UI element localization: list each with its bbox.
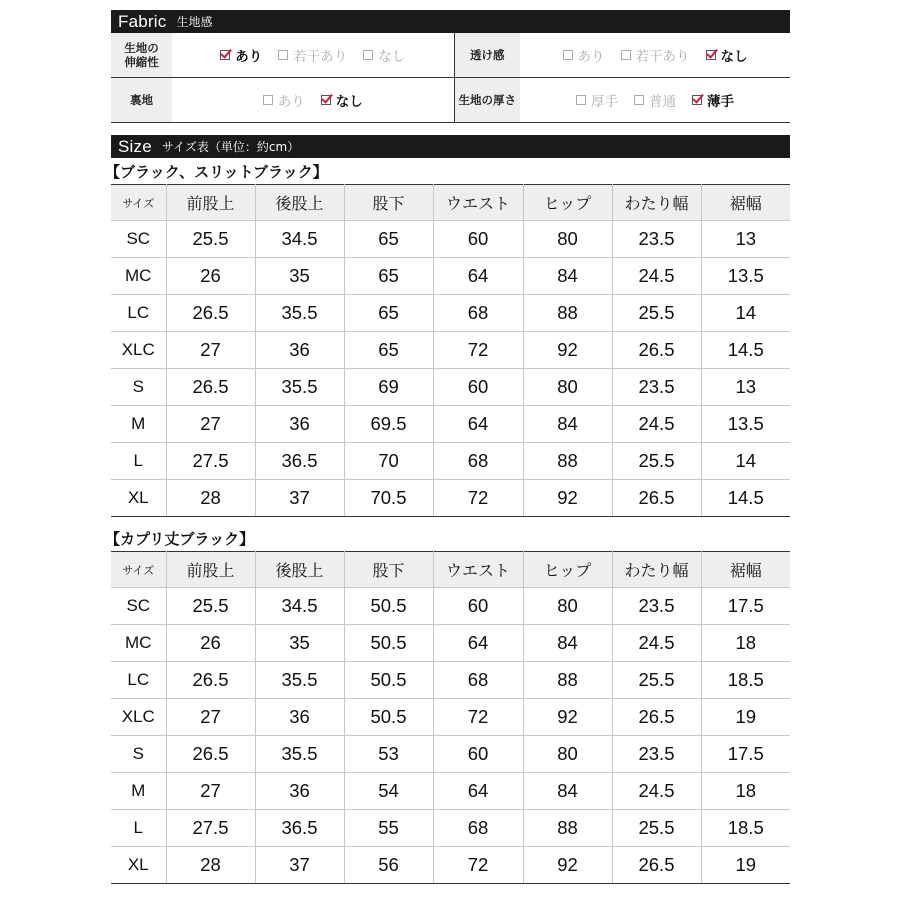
- fabric-options: [520, 78, 790, 123]
- option-label: 薄手: [707, 94, 734, 110]
- measurement-cell: 70.5: [344, 480, 433, 517]
- unchecked-option: [576, 90, 618, 110]
- size-label-cell: SC: [111, 221, 166, 258]
- size-label-cell: L: [111, 443, 166, 480]
- measurement-cell: 35.5: [255, 736, 344, 773]
- measurement-cell: 27: [166, 773, 255, 810]
- measurement-cell: 24.5: [612, 773, 701, 810]
- column-header: 後股上: [255, 185, 344, 221]
- measurement-cell: 80: [523, 221, 612, 258]
- measurement-cell: 84: [523, 406, 612, 443]
- checked-option: [321, 90, 363, 110]
- size-label-cell: XL: [111, 480, 166, 517]
- column-header: 後股上: [255, 552, 344, 588]
- measurement-cell: 26: [166, 258, 255, 295]
- measurement-cell: 13.5: [701, 406, 790, 443]
- fabric-attribute-label: [111, 33, 172, 78]
- measurement-cell: 65: [344, 221, 433, 258]
- fabric-label-line: 生地の厚さ: [458, 93, 516, 107]
- column-header: 裾幅: [701, 185, 790, 221]
- size-label-cell: LC: [111, 662, 166, 699]
- measurement-cell: 18.5: [701, 810, 790, 847]
- option-label: 若干あり: [293, 49, 348, 65]
- table-row: [111, 588, 790, 625]
- measurement-cell: 50.5: [344, 588, 433, 625]
- size-tables: [105, 158, 790, 884]
- fabric-options: [172, 33, 454, 78]
- size-label-cell: XL: [111, 847, 166, 884]
- header-row: [111, 185, 790, 221]
- size-header-bar: [111, 135, 790, 158]
- measurement-cell: 50.5: [344, 699, 433, 736]
- table-row: [111, 480, 790, 517]
- column-header: わたり幅: [612, 185, 701, 221]
- measurement-cell: 37: [255, 480, 344, 517]
- measurement-cell: 27.5: [166, 810, 255, 847]
- measurement-cell: 36.5: [255, 443, 344, 480]
- measurement-cell: 69: [344, 369, 433, 406]
- size-label-cell: L: [111, 810, 166, 847]
- empty-checkbox-icon: [621, 50, 631, 60]
- size-table-heading: 【ブラック、スリットブラック】: [105, 162, 328, 181]
- table-row: [111, 773, 790, 810]
- measurement-cell: 19: [701, 699, 790, 736]
- measurement-cell: 88: [523, 295, 612, 332]
- table-spacer: [111, 517, 790, 525]
- measurement-cell: 36: [255, 332, 344, 369]
- measurement-cell: 72: [433, 847, 523, 884]
- size-label-cell: S: [111, 736, 166, 773]
- column-header: 前股上: [166, 552, 255, 588]
- column-header: ウエスト: [433, 185, 523, 221]
- measurement-cell: 35.5: [255, 295, 344, 332]
- measurement-cell: 80: [523, 369, 612, 406]
- unchecked-option: [278, 45, 347, 65]
- measurement-cell: 25.5: [612, 295, 701, 332]
- measurement-cell: 60: [433, 588, 523, 625]
- measurement-cell: 18: [701, 773, 790, 810]
- table-row: [111, 406, 790, 443]
- unchecked-option: [563, 45, 605, 65]
- measurement-cell: 24.5: [612, 406, 701, 443]
- unchecked-option: [621, 45, 690, 65]
- fabric-title: Fabric: [118, 11, 167, 31]
- measurement-cell: 17.5: [701, 588, 790, 625]
- measurement-cell: 27: [166, 406, 255, 443]
- size-title: Size: [118, 136, 152, 156]
- column-header: 股下: [344, 552, 433, 588]
- measurement-cell: 36: [255, 406, 344, 443]
- size-subtitle: サイズ表（単位：約cm）: [161, 140, 300, 154]
- measurement-cell: 54: [344, 773, 433, 810]
- measurement-cell: 35: [255, 625, 344, 662]
- size-table-heading: 【カプリ丈ブラック】: [105, 529, 255, 548]
- measurement-cell: 35.5: [255, 369, 344, 406]
- measurement-cell: 25.5: [612, 662, 701, 699]
- size-label-cell: MC: [111, 625, 166, 662]
- table-row: [111, 221, 790, 258]
- unchecked-option: [634, 90, 676, 110]
- empty-checkbox-icon: [278, 50, 288, 60]
- measurement-cell: 80: [523, 736, 612, 773]
- measurement-cell: 24.5: [612, 258, 701, 295]
- measurement-cell: 25.5: [612, 810, 701, 847]
- size-table: [111, 551, 790, 884]
- column-header: ヒップ: [523, 185, 612, 221]
- size-label-cell: M: [111, 406, 166, 443]
- checked-checkbox-icon: [321, 95, 331, 105]
- measurement-cell: 55: [344, 810, 433, 847]
- measurement-cell: 92: [523, 699, 612, 736]
- option-label: なし: [335, 94, 363, 110]
- measurement-cell: 26.5: [166, 369, 255, 406]
- empty-checkbox-icon: [634, 95, 644, 105]
- table-row: [111, 736, 790, 773]
- measurement-cell: 27: [166, 332, 255, 369]
- size-table: [111, 184, 790, 517]
- measurement-cell: 26.5: [612, 699, 701, 736]
- measurement-cell: 72: [433, 332, 523, 369]
- option-label: 若干あり: [635, 49, 690, 65]
- measurement-cell: 28: [166, 480, 255, 517]
- measurement-cell: 88: [523, 810, 612, 847]
- fabric-header-bar: [111, 10, 790, 33]
- measurement-cell: 72: [433, 699, 523, 736]
- measurement-cell: 88: [523, 662, 612, 699]
- empty-checkbox-icon: [576, 95, 586, 105]
- size-table-header: [111, 185, 790, 221]
- column-header: 裾幅: [701, 552, 790, 588]
- unchecked-option: [263, 90, 305, 110]
- checked-option: [692, 90, 734, 110]
- option-label: 厚手: [591, 94, 618, 110]
- measurement-cell: 69.5: [344, 406, 433, 443]
- option-label: あり: [277, 94, 305, 110]
- size-label-cell: M: [111, 773, 166, 810]
- measurement-cell: 28: [166, 847, 255, 884]
- option-label: あり: [577, 49, 605, 65]
- measurement-cell: 34.5: [255, 588, 344, 625]
- measurement-cell: 50.5: [344, 662, 433, 699]
- measurement-cell: 25.5: [166, 588, 255, 625]
- measurement-cell: 68: [433, 295, 523, 332]
- fabric-subtitle: 生地感: [176, 15, 213, 29]
- fabric-row: [111, 78, 790, 123]
- fabric-attribute-label: [454, 33, 520, 78]
- fabric-options: [520, 33, 790, 78]
- column-header: ウエスト: [433, 552, 523, 588]
- measurement-cell: 35: [255, 258, 344, 295]
- column-header: 股下: [344, 185, 433, 221]
- measurement-cell: 26: [166, 625, 255, 662]
- option-label: あり: [235, 49, 263, 65]
- fabric-table: [111, 33, 790, 123]
- measurement-cell: 26.5: [612, 480, 701, 517]
- measurement-cell: 68: [433, 443, 523, 480]
- size-label-cell: SC: [111, 588, 166, 625]
- measurement-cell: 27.5: [166, 443, 255, 480]
- table-row: [111, 332, 790, 369]
- measurement-cell: 50.5: [344, 625, 433, 662]
- measurement-cell: 92: [523, 480, 612, 517]
- measurement-cell: 17.5: [701, 736, 790, 773]
- fabric-options: [172, 78, 454, 123]
- option-label: なし: [720, 49, 748, 65]
- measurement-cell: 60: [433, 221, 523, 258]
- measurement-cell: 92: [523, 332, 612, 369]
- table-row: [111, 258, 790, 295]
- measurement-cell: 53: [344, 736, 433, 773]
- measurement-cell: 64: [433, 625, 523, 662]
- size-label-cell: XLC: [111, 699, 166, 736]
- measurement-cell: 68: [433, 810, 523, 847]
- measurement-cell: 65: [344, 332, 433, 369]
- size-table-body: [111, 221, 790, 517]
- measurement-cell: 36.5: [255, 810, 344, 847]
- checked-checkbox-icon: [706, 50, 716, 60]
- table-row: [111, 369, 790, 406]
- fabric-row: [111, 33, 790, 78]
- measurement-cell: 13.5: [701, 258, 790, 295]
- fabric-label-line: 伸縮性: [124, 55, 159, 69]
- measurement-cell: 23.5: [612, 736, 701, 773]
- header-row: [111, 552, 790, 588]
- column-header: サイズ: [111, 185, 166, 221]
- measurement-cell: 27: [166, 699, 255, 736]
- size-label-cell: LC: [111, 295, 166, 332]
- measurement-cell: 65: [344, 295, 433, 332]
- measurement-cell: 36: [255, 773, 344, 810]
- table-row: [111, 699, 790, 736]
- empty-checkbox-icon: [363, 50, 373, 60]
- measurement-cell: 37: [255, 847, 344, 884]
- measurement-cell: 19: [701, 847, 790, 884]
- measurement-cell: 14: [701, 295, 790, 332]
- measurement-cell: 26.5: [166, 662, 255, 699]
- measurement-cell: 84: [523, 258, 612, 295]
- checked-checkbox-icon: [220, 50, 230, 60]
- measurement-cell: 92: [523, 847, 612, 884]
- measurement-cell: 68: [433, 662, 523, 699]
- measurement-cell: 23.5: [612, 588, 701, 625]
- measurement-cell: 13: [701, 369, 790, 406]
- measurement-cell: 26.5: [612, 332, 701, 369]
- measurement-cell: 14.5: [701, 480, 790, 517]
- size-table-header: [111, 552, 790, 588]
- fabric-attribute-label: [111, 78, 172, 123]
- measurement-cell: 23.5: [612, 221, 701, 258]
- measurement-cell: 14: [701, 443, 790, 480]
- fabric-label-line: 透け感: [470, 48, 505, 62]
- measurement-cell: 60: [433, 736, 523, 773]
- measurement-cell: 14.5: [701, 332, 790, 369]
- measurement-cell: 84: [523, 625, 612, 662]
- empty-checkbox-icon: [563, 50, 573, 60]
- table-row: [111, 662, 790, 699]
- measurement-cell: 23.5: [612, 369, 701, 406]
- size-label-cell: XLC: [111, 332, 166, 369]
- measurement-cell: 64: [433, 258, 523, 295]
- size-label-cell: S: [111, 369, 166, 406]
- checked-checkbox-icon: [692, 95, 702, 105]
- measurement-cell: 35.5: [255, 662, 344, 699]
- measurement-cell: 80: [523, 588, 612, 625]
- column-header: 前股上: [166, 185, 255, 221]
- measurement-cell: 64: [433, 773, 523, 810]
- fabric-label-line: 生地の: [124, 41, 159, 55]
- table-row: [111, 295, 790, 332]
- table-row: [111, 443, 790, 480]
- measurement-cell: 34.5: [255, 221, 344, 258]
- measurement-cell: 18.5: [701, 662, 790, 699]
- measurement-cell: 18: [701, 625, 790, 662]
- measurement-cell: 70: [344, 443, 433, 480]
- table-row: [111, 810, 790, 847]
- measurement-cell: 56: [344, 847, 433, 884]
- measurement-cell: 24.5: [612, 625, 701, 662]
- option-label: 普通: [649, 94, 676, 110]
- measurement-cell: 26.5: [166, 295, 255, 332]
- measurement-cell: 13: [701, 221, 790, 258]
- measurement-cell: 72: [433, 480, 523, 517]
- measurement-cell: 36: [255, 699, 344, 736]
- option-label: なし: [378, 49, 406, 65]
- fabric-attribute-label: [454, 78, 520, 123]
- size-chart-sheet: [105, 10, 790, 884]
- measurement-cell: 60: [433, 369, 523, 406]
- measurement-cell: 26.5: [612, 847, 701, 884]
- column-header: ヒップ: [523, 552, 612, 588]
- fabric-label-line: 裏地: [130, 93, 153, 107]
- table-row: [111, 847, 790, 884]
- measurement-cell: 64: [433, 406, 523, 443]
- measurement-cell: 25.5: [612, 443, 701, 480]
- checked-option: [706, 45, 748, 65]
- measurement-cell: 88: [523, 443, 612, 480]
- column-header: わたり幅: [612, 552, 701, 588]
- unchecked-option: [363, 45, 405, 65]
- empty-checkbox-icon: [263, 95, 273, 105]
- column-header: サイズ: [111, 552, 166, 588]
- measurement-cell: 26.5: [166, 736, 255, 773]
- size-table-body: [111, 588, 790, 884]
- measurement-cell: 65: [344, 258, 433, 295]
- measurement-cell: 84: [523, 773, 612, 810]
- measurement-cell: 25.5: [166, 221, 255, 258]
- checked-option: [220, 45, 262, 65]
- table-row: [111, 625, 790, 662]
- size-label-cell: MC: [111, 258, 166, 295]
